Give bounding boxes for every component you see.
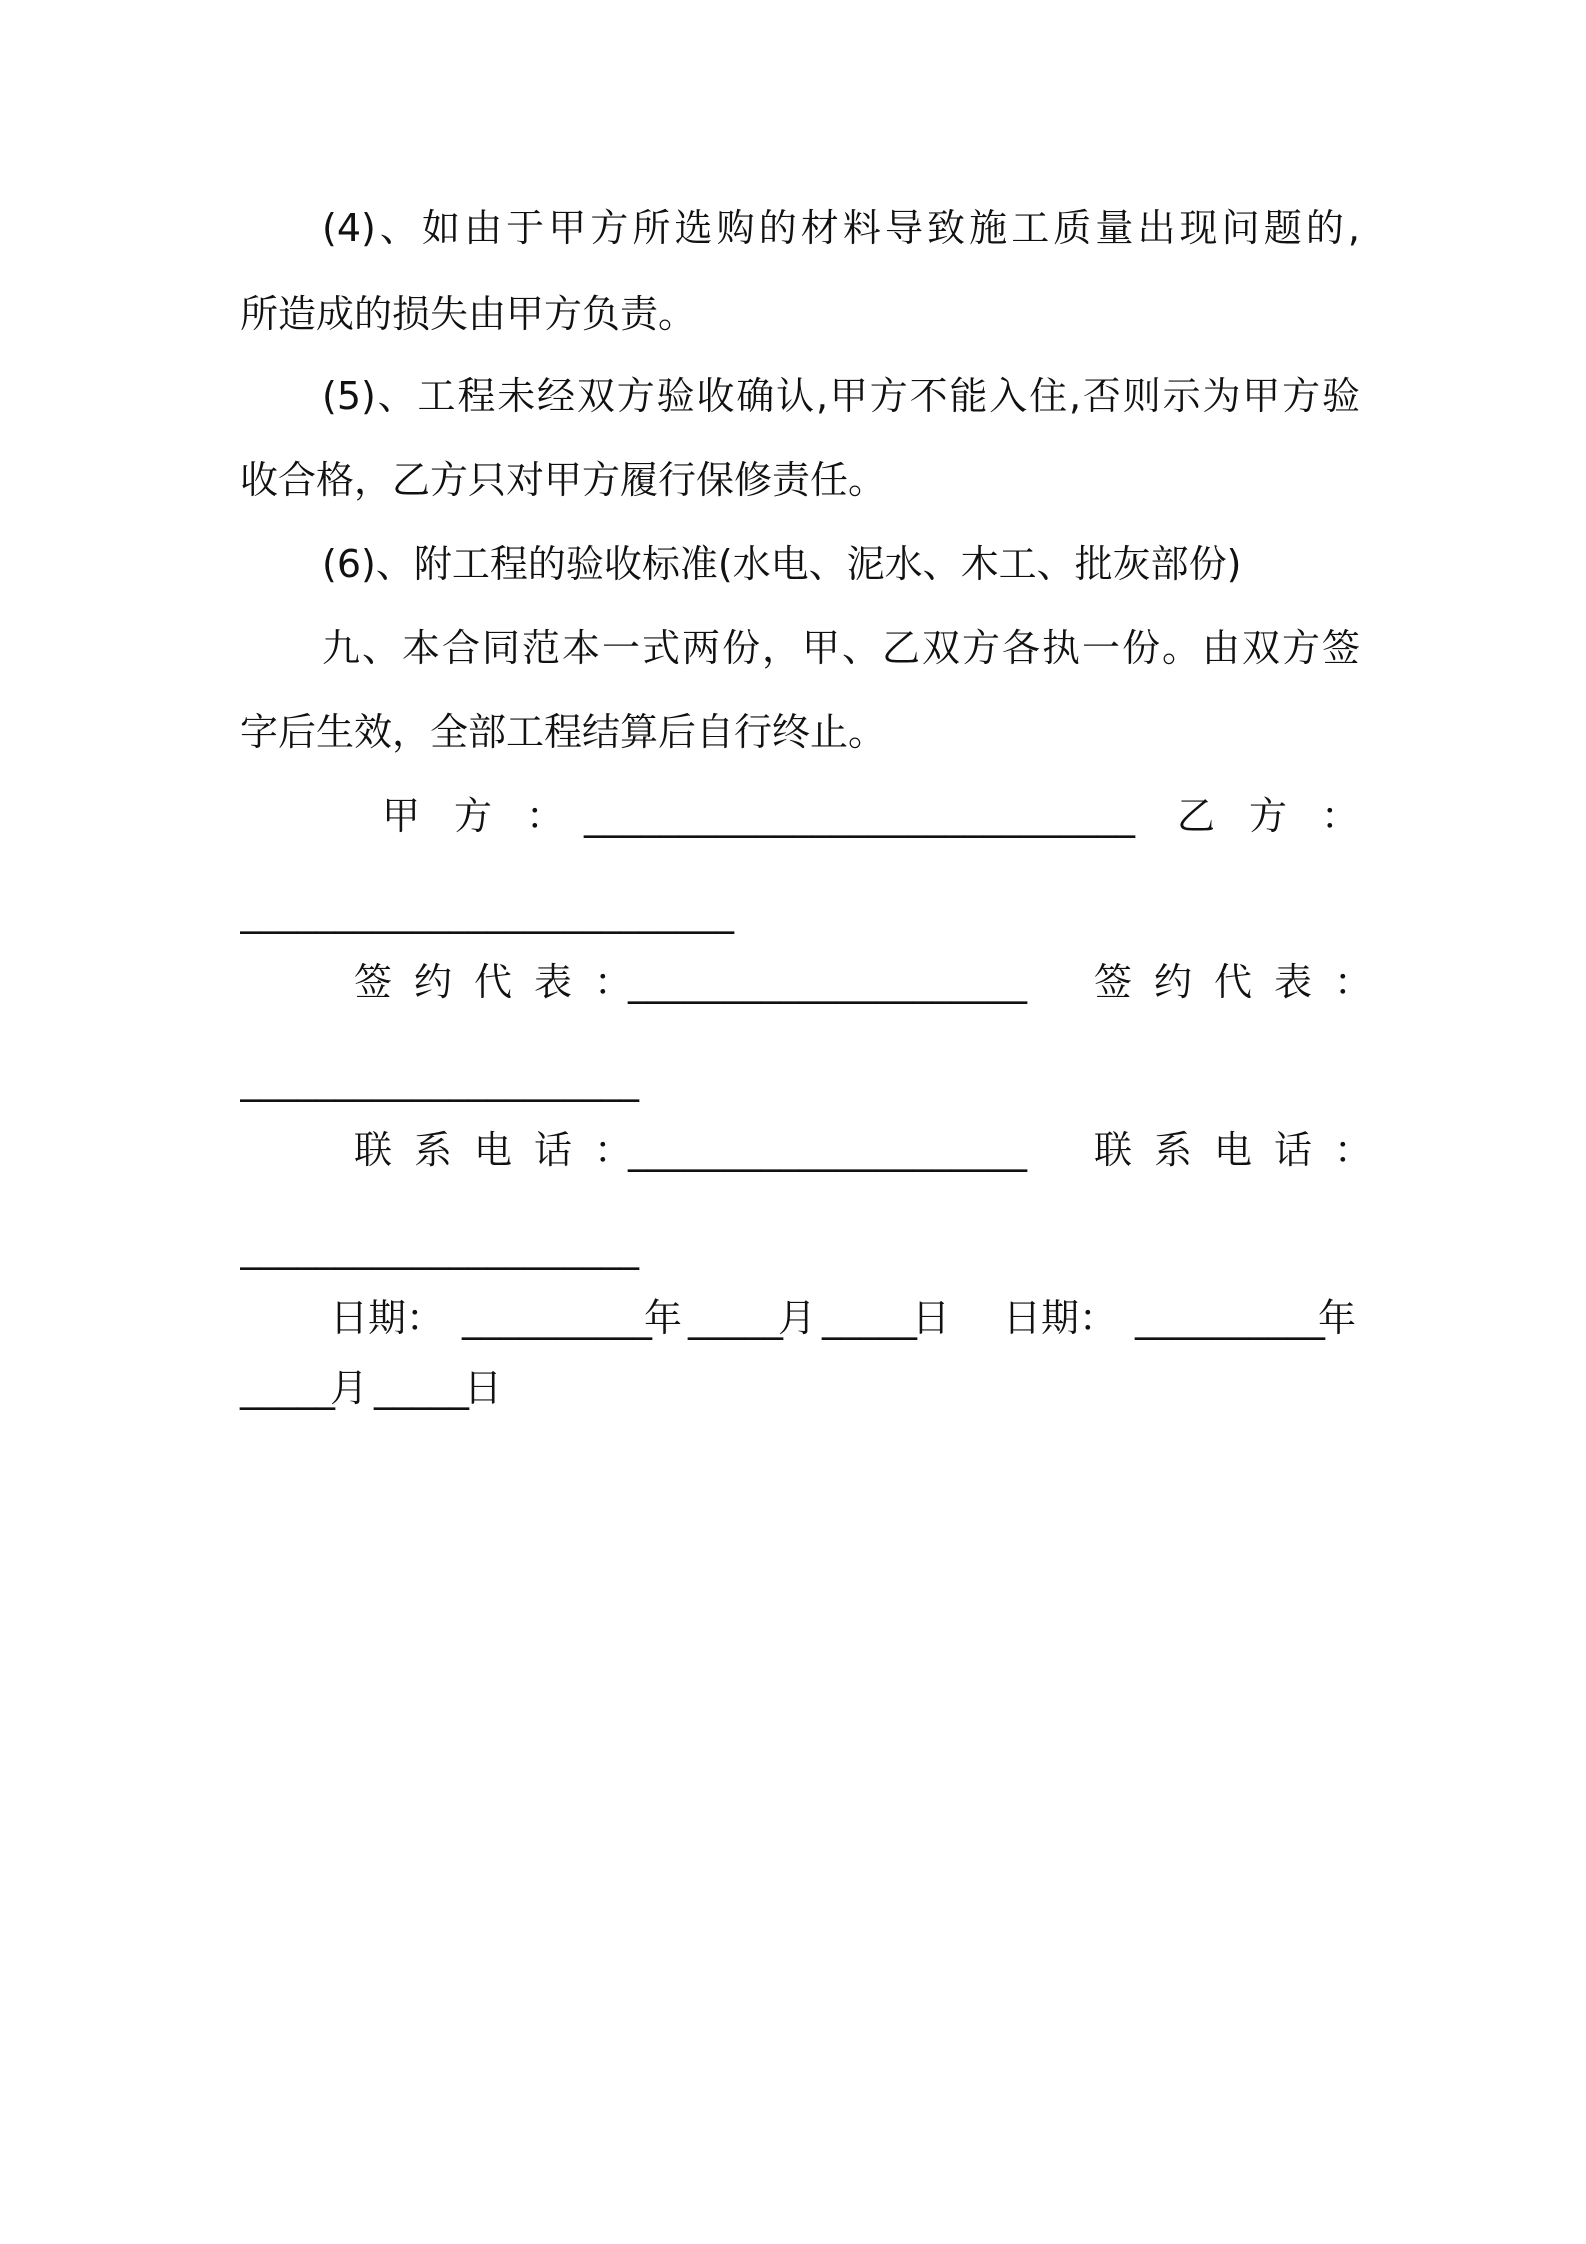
rep-a-label: 签约代表：	[354, 960, 655, 1004]
rep-a-blank: _____________________	[628, 960, 1027, 1004]
party-b-blank: __________________________	[240, 890, 734, 934]
date-b-year-blank: __________	[1135, 1296, 1325, 1340]
date-b-label: 日期：	[1003, 1296, 1118, 1340]
clause-9-line-1: 九、本合同范本一式两份，甲、乙双方各执一份。由双方签	[322, 626, 1360, 670]
phone-a-blank: _____________________	[628, 1128, 1027, 1172]
date-a-year-unit: 年	[644, 1296, 683, 1340]
date-b-day-unit: 日	[464, 1366, 503, 1410]
party-row	[322, 792, 1394, 840]
party-a-label: 甲方：	[382, 794, 599, 838]
date-a-day-blank: _____	[822, 1296, 917, 1340]
date-a-month-blank: _____	[688, 1296, 783, 1340]
date-row	[330, 1294, 1370, 1342]
date-b-year-unit: 年	[1318, 1296, 1357, 1340]
date-b-month-unit: 月	[330, 1366, 369, 1410]
date-a-year-blank: __________	[462, 1296, 652, 1340]
clause-4-line-1: (4)、如由于甲方所选购的材料导致施工质量出现问题的,	[322, 206, 1360, 250]
representative-row	[322, 958, 1395, 1006]
phone-b-label: 联系电话：	[1094, 1128, 1395, 1172]
rep-b-blank: _____________________	[240, 1058, 639, 1102]
party-a-blank: _____________________________	[584, 794, 1135, 838]
party-b-label: 乙方：	[1177, 794, 1394, 838]
clause-6-line-1: (6)、附工程的验收标准(水电、泥水、木工、批灰部份)	[322, 542, 1242, 586]
date-a-day-unit: 日	[912, 1296, 951, 1340]
phone-row	[322, 1126, 1395, 1174]
clause-5-line-1: (5)、工程未经双方验收确认,甲方不能入住,否则示为甲方验	[322, 374, 1360, 418]
rep-b-label: 签约代表：	[1094, 960, 1395, 1004]
clause-9-line-2: 字后生效，全部工程结算后自行终止。	[240, 710, 887, 754]
date-b-month-blank: _____	[240, 1366, 335, 1410]
date-a-label: 日期：	[330, 1296, 445, 1340]
date-b-day-blank: _____	[374, 1366, 469, 1410]
phone-b-blank: _____________________	[240, 1226, 639, 1270]
date-a-month-unit: 月	[778, 1296, 817, 1340]
clause-4-line-2: 所造成的损失由甲方负责。	[240, 292, 697, 336]
date-b-continued	[240, 1364, 740, 1412]
phone-a-label: 联系电话：	[354, 1128, 655, 1172]
clause-5-line-2: 收合格，乙方只对甲方履行保修责任。	[240, 458, 887, 502]
